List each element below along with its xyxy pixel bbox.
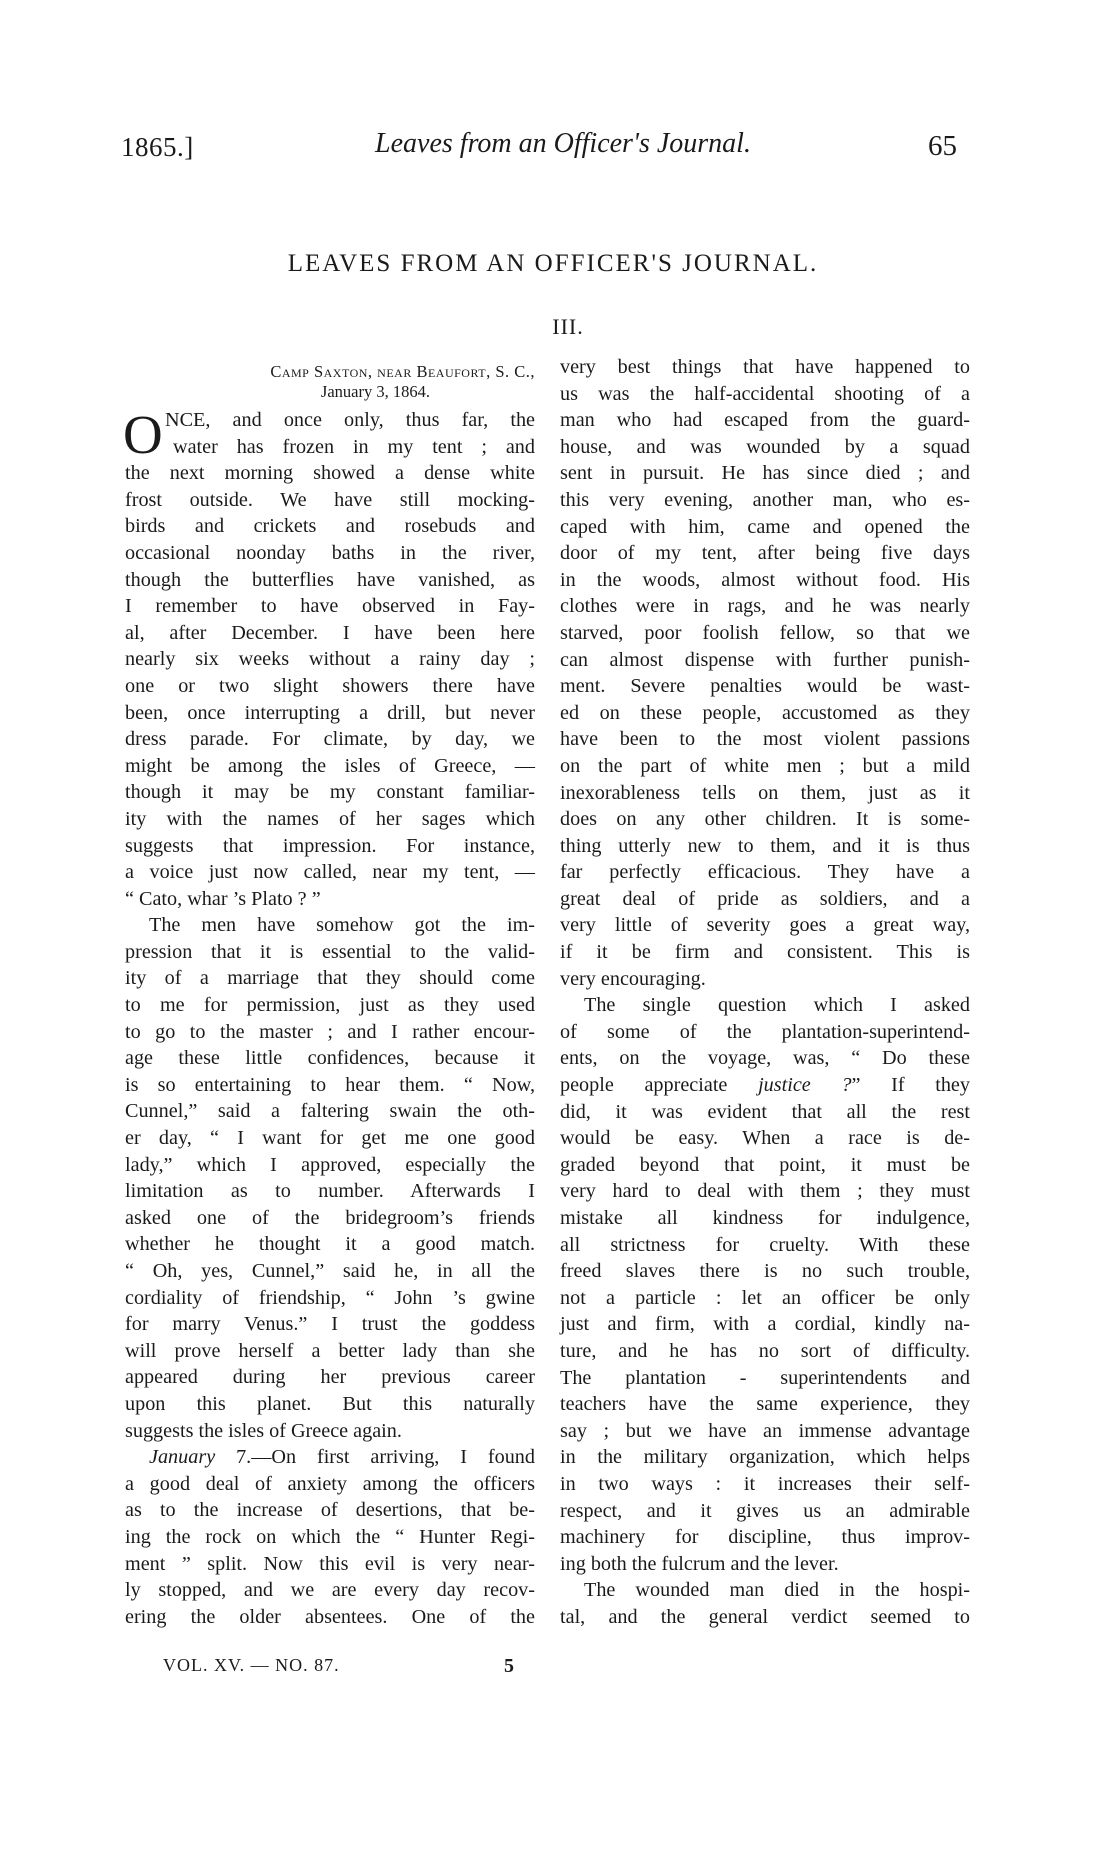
text-line: age these little confidences, because it [125,1047,535,1070]
text-line: freed slaves there is no such trouble, [560,1260,970,1283]
text-line: thing utterly new to them, and it is thus [560,834,970,857]
text-line: “ Cato, whar ’s Plato ? ” [125,887,321,910]
text-line: ly stopped, and we are every day recov- [125,1579,535,1602]
text-line: starved, poor foolish fellow, so that we [560,621,970,644]
part-number: III. [552,314,584,339]
text-line: ing both the fulcrum and the lever. [560,1552,839,1575]
text-line: though it may be my constant familiar- [125,781,535,804]
text-line: in the woods, almost without food. His [560,568,970,591]
text-line: I remember to have observed in Fay- [125,595,535,618]
text-line: teachers have the same experience, they [560,1393,970,1416]
text-line: ed on these people, accustomed as they [560,701,970,724]
text-line: door of my tent, after being five days [560,542,970,565]
text-line: ment. Severe penalties would be wast- [560,675,970,698]
text-line: sent in pursuit. He has since died ; and [560,462,970,485]
page-footer [0,1655,1096,1685]
signature-mark: 5 [504,1655,514,1677]
text-line: to go to the master ; and I rather encour- [125,1020,535,1043]
text-line: limitation as to number. Afterwards I [125,1180,535,1203]
text-line: inexorableness tells on them, just as it [560,781,970,804]
text-line: man who had escaped from the guard- [560,409,970,432]
text-line: machinery for discipline, thus improv- [560,1526,970,1549]
text-line: graded beyond that point, it must be [560,1153,970,1176]
text-line: great deal of pride as soldiers, and a [560,887,970,910]
text-line: in the military organization, which helps [560,1446,970,1469]
text-line: one or two slight showers there have [125,674,535,697]
text-line: er day, “ I want for get me one good [125,1127,535,1150]
text-line: pression that it is essential to the valid- [125,940,535,963]
text-line: Cunnel,” said a faltering swain the oth- [125,1100,535,1123]
text-line: water has frozen in my tent ; and [173,435,535,458]
text-line: far perfectly efficacious. They have a [560,861,970,884]
dateline-place: Camp Saxton, near Beaufort, S. C., [270,362,535,381]
text-line: dress parade. For climate, by day, we [125,728,535,751]
dateline-date: January 3, 1864. [320,382,430,401]
text-line: mistake all kindness for indulgence, [560,1207,970,1229]
text-line: caped with him, came and opened the [560,515,970,538]
text-line: a good deal of anxiety among the officers [125,1472,535,1495]
text-line: ity of a marriage that they should come [125,967,535,990]
text-line: The single question which I asked [584,994,970,1017]
text-line: ents, on the voyage, was, “ Do these [560,1047,970,1070]
dateline [125,362,535,402]
text-line: The wounded man died in the hospi- [584,1579,970,1602]
text-line: have been to the most violent passions [560,728,970,751]
text-line: lady,” which I approved, especially the [125,1153,535,1176]
text-line-content: NCE, and once only, thus far, the [165,409,535,431]
text-line: birds and crickets and rosebuds and [125,515,535,538]
text-line: January 7.—On first arriving, I found [149,1446,535,1469]
text-line: suggests the isles of Greece again. [125,1419,402,1442]
text-line: very hard to deal with them ; they must [560,1180,970,1203]
text-line: not a particle : let an officer be only [560,1286,970,1309]
text-line: ity with the names of her sages which [125,807,535,830]
text-line: tal, and the general verdict seemed to [560,1605,970,1628]
text-line: might be among the isles of Greece, — [125,754,535,777]
text-line: The men have somehow got the im- [149,914,535,937]
text-line: us was the half-accidental shooting of a [560,382,970,405]
text-line: clothes were in rags, and he was nearly [560,595,970,618]
text-line: been, once interrupting a drill, but never [125,701,535,724]
text-line: to me for permission, just as they used [125,994,535,1017]
text-line: the next morning showed a dense white [125,462,535,485]
text-line: is so entertaining to hear them. “ Now, [125,1073,535,1096]
text-line: very best things that have happened to [560,356,970,378]
drop-cap: O [123,404,163,465]
text-line: house, and was wounded by a squad [560,435,970,458]
volume-number: VOL. XV. — NO. 87. [163,1655,340,1675]
text-line: ing the rock on which the “ Hunter Regi- [125,1525,535,1548]
text-line: though the butterflies have vanished, as [125,568,535,591]
text-line: cordiality of friendship, “ John ’s gwine [125,1286,535,1309]
text-line: if it be firm and consistent. This is [560,941,970,964]
left-column [123,404,535,1630]
text-line: did, it was evident that all the rest [560,1100,970,1123]
text-line: of some of the plantation-superintend- [560,1020,970,1043]
text-line: people appreciate justice ?” If they [560,1074,970,1097]
text-line: appeared during her previous career [125,1366,535,1389]
page-number: 65 [928,130,957,162]
text-line: suggests that impression. For instance, [125,834,535,857]
text-line: ment ” split. Now this evil is very near- [125,1552,535,1575]
text-line: occasional noonday baths in the river, [125,541,535,564]
text-line: The plantation - superintendents and [560,1366,970,1389]
italic-word: justice ? [758,1074,852,1097]
text-line: very encouraging. [560,967,706,990]
text-line: al, after December. I have been here [125,621,535,644]
text-line: as to the increase of desertions, that be- [125,1499,535,1522]
text-line: for marry Venus.” I trust the goddess [125,1313,535,1336]
article-title: LEAVES FROM AN OFFICER'S JOURNAL. [287,250,819,277]
text-line: very little of severity goes a great way, [560,914,970,937]
text-line: just and firm, with a cordial, kindly na- [560,1313,970,1336]
text-line: on the part of white men ; but a mild [560,754,970,777]
text-line: in two ways : it increases their self- [560,1472,970,1495]
text-line: asked one of the bridegroom’s friends [125,1206,535,1229]
text-line: does on any other children. It is some- [560,808,970,831]
text-line: ture, and he has no sort of difficulty. [560,1339,970,1362]
running-head [0,126,1096,166]
text-line: frost outside. We have still mocking- [125,488,535,511]
text-line: ering the older absentees. One of the [125,1605,535,1628]
text-line: this very evening, another man, who es- [560,488,970,511]
text-line: will prove herself a better lady than she [125,1339,535,1362]
text-line: say ; but we have an immense advantage [560,1419,970,1442]
right-column [560,354,970,1631]
date-entry-italic: January [149,1446,237,1469]
text-line: can almost dispense with further punish- [560,648,970,671]
text-line: “ Oh, yes, Cunnel,” said he, in all the [125,1260,535,1282]
running-head-title: Leaves from an Officer's Journal. [375,128,751,159]
text-line: respect, and it gives us an admirable [560,1499,970,1522]
text-line: all strictness for cruelty. With these [560,1233,970,1256]
text-line: a voice just now called, near my tent, — [125,861,535,884]
text-line: upon this planet. But this naturally [125,1392,535,1415]
text-line: would be easy. When a race is de- [560,1127,970,1150]
text-line: whether he thought it a good match. [125,1233,535,1256]
text-line: nearly six weeks without a rainy day ; [125,648,535,671]
running-head-year: 1865.] [121,132,194,162]
